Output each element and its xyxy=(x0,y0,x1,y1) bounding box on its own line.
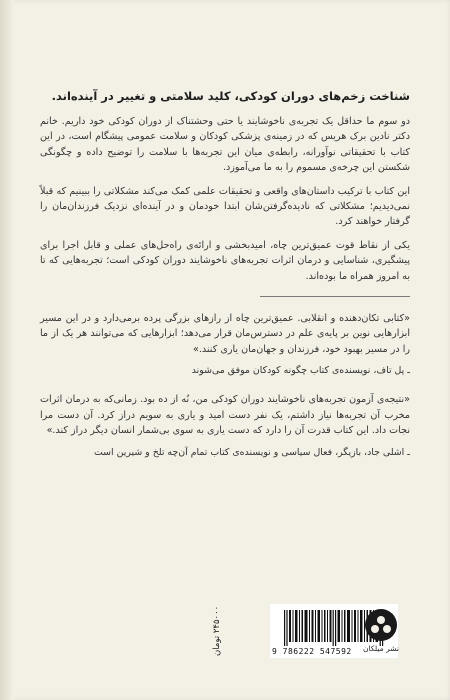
price-label: ۲۴۵۰۰۰ تومان xyxy=(212,605,222,657)
spine-shadow xyxy=(0,0,14,700)
quote-1-attribution: ـ پل تاف، نویسنده‌ی کتاب چگونه کودکان موفق می‌شوند xyxy=(191,365,410,377)
headline: شناخت زخم‌های دوران کودکی، کلید سلامتی و تغییر در آینده‌اند. xyxy=(51,89,410,103)
paragraph-3: یکی از نقاط قوت عمیق‌ترین چاه، امیدبخشی و ارائه‌ی راه‌حل‌های عملی و قابل اجرا برای پیشگیری، شناسایی و درمان اثرات تجربه‌های ناخوشایند دوران کودکی است؛ تجربه‌هایی که تا به امروز همراه ما بوده‌اند. xyxy=(40,239,410,282)
paragraph-2: این کتاب با ترکیب داستان‌های واقعی و تحقیقات علمی کمک می‌کند مشکلاتی را ببینیم که قبلاً نمی‌دیدیم؛ مشکلاتی که نادیده‌گرفتن‌شان ابتدا خودمان و در آینده‌ای نزدیک فرزندان‌مان را گرفتار خواهند کرد. xyxy=(40,185,410,228)
isbn-digits: 9 786222 547592 xyxy=(272,647,352,656)
quote-1: «کتابی تکان‌دهنده و انقلابی. عمیق‌ترین چاه از رازهای بزرگی پرده برمی‌دارد و در این مسیر ابزارهایی نوین بر پایه‌ی علم در دسترس‌مان قرار می‌دهد؛ ابزارهایی که می‌توانند هر یک از ما را در مسیر بهبود خود، فرزندان و جهان‌مان یاری کنند.» xyxy=(40,313,410,355)
blurb-text-block xyxy=(40,88,410,474)
section-divider xyxy=(260,296,410,297)
publisher-logo-block xyxy=(356,604,406,666)
publisher-logo-icon xyxy=(364,608,398,642)
paragraph-1: دو سوم ما حداقل یک تجربه‌ی ناخوشایند یا حتی وحشتناک از دوران کودکی خود داریم. خانم دکتر نادین برک هریس که در زمینه‌ی پزشکی کودکان و سلامت عمومی پیشگام است، در این کتاب با تحقیقاتی نوآورانه، رابطه‌ی میان این تجربه‌ها با سلامت را توضیح داده و چگونگی شکستن این چرخه‌ی مسموم را به ما می‌آموزد. xyxy=(40,116,410,174)
quote-2: «نتیجه‌ی آزمون تجربه‌های ناخوشایند دوران کودکی من، نُه از ده بود. زمانی‌که به درمان اثرات مخرب آن تجربه‌ها نیاز داشتم، یک نفر دست امید و یاری به سویم دراز کرد. آن دست مرا نجات داد. این کتاب قدرت آن را دارد که دست یاری به سوی بی‌شمار انسان دیگر دراز کند.» xyxy=(40,394,410,437)
quote-2-attribution: ـ اشلی جاد، بازیگر، فعال سیاسی و نویسنده‌ی کتاب تمام آن‌چه تلخ و شیرین است xyxy=(93,446,410,458)
publisher-name: نشر میلکان xyxy=(363,644,399,653)
